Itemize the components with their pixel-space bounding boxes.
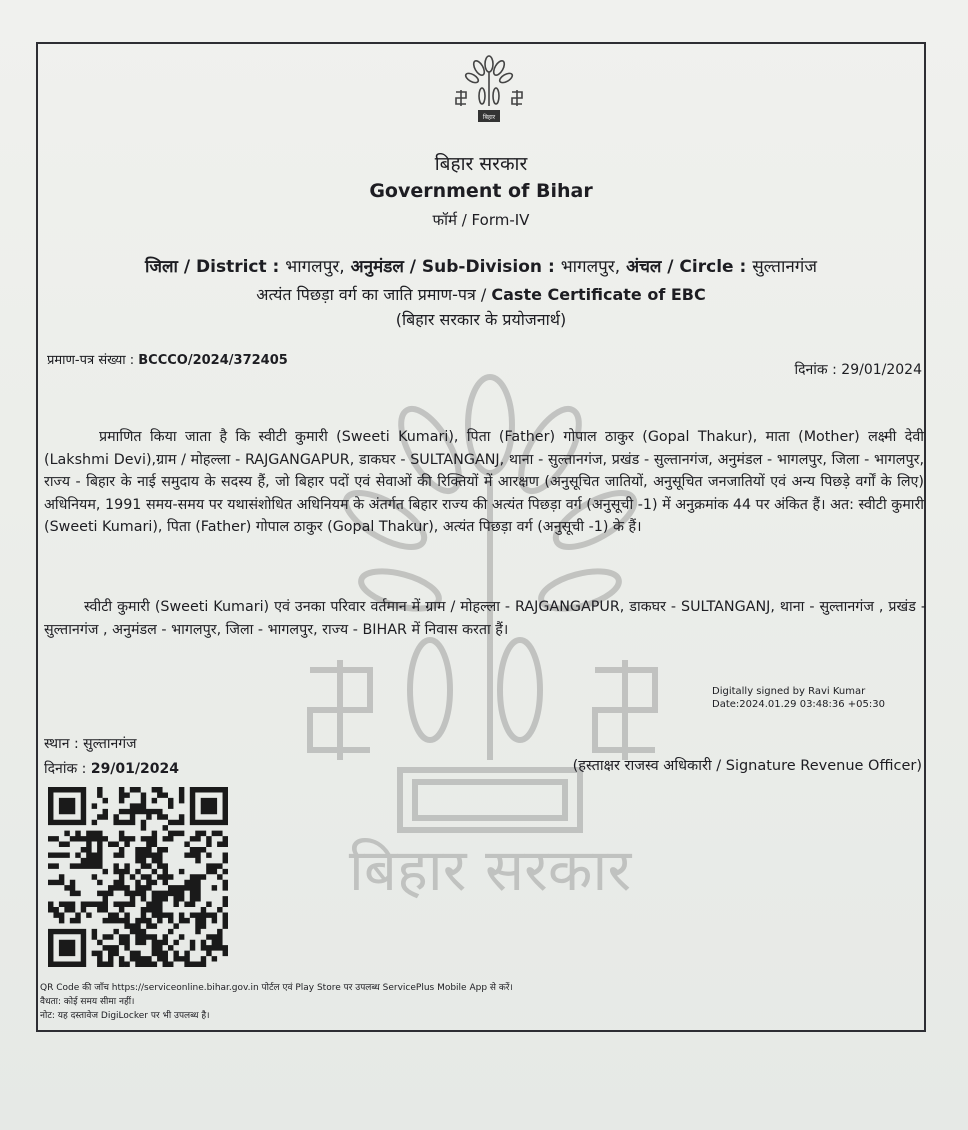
place <box>44 734 137 753</box>
subdivision-value: भागलपुर, <box>560 257 621 277</box>
validity-note: वैधता: कोई समय सीमा नहीं। <box>40 997 135 1007</box>
paragraph-1-text: प्रमाणित किया जाता है कि स्वीटी कुमारी (Sweeti Kumari), पिता (Father) गोपाल ठाकुर (Gopal Thakur), माता (Mother) लक्ष्मी देवी (Lakshmi Devi),ग्राम / मोहल्ला - RAJGANGAPUR, डाकघर - SULTANGANJ, थाना - सुल्तानगंज, प्रखंड - सुल्तानगंज, अनुमंडल - भागलपुर, जिला - भागलपुर, राज्य - बिहार के नाई समुदाय के सदस्य हैं, जो बिहार पदों एवं सेवाओं की रिक्तियों में आरक्षण (अनुसूचित जातियों, अनुसूचित जनजातियों एवं अन्य पिछड़े वर्गों के लिए) अधिनियम, 1991 समय-समय पर यथासंशोधित अधिनियम के अंतर्गत बिहार राज्य की अत्यंत पिछड़ा वर्ग (अनुसूची -1) में अनुक्रमांक 44 पर अंकित हैं। अत: स्वीटी कुमारी (Sweeti Kumari), पिता (Father) गोपाल ठाकुर (Gopal Thakur), अत्यंत पिछड़ा वर्ग (अनुसूची -1) के हैं। <box>44 429 924 535</box>
place-value: सुल्तानगंज <box>83 736 137 752</box>
subdivision-label: अनुमंडल / Sub-Division : <box>344 257 561 277</box>
place-date <box>44 759 179 778</box>
govt-title-english: Government of Bihar <box>369 180 593 202</box>
bihar-emblem-icon <box>452 52 526 130</box>
govt-title-hindi: बिहार सरकार <box>434 153 528 175</box>
place-label: स्थान : <box>44 736 84 752</box>
district-value: भागलपुर, <box>285 257 345 277</box>
qr-code-icon[interactable] <box>48 787 228 967</box>
issue-date-value: 29/01/2024 <box>841 362 922 378</box>
circle-label: अंचल / Circle : <box>620 257 753 277</box>
form-number: फॉर्म / Form-IV <box>432 211 530 229</box>
certificate-body-paragraph-2 <box>44 596 926 641</box>
certificate-title <box>36 283 926 305</box>
certificate-number <box>47 350 288 368</box>
digital-signature-signer: Digitally signed by Ravi Kumar <box>712 686 866 697</box>
signature-label: (हस्ताक्षर राजस्व अधिकारी / Signature Revenue Officer) <box>572 758 922 774</box>
qr-verification-note: QR Code की जाँच https://serviceonline.bihar.gov.in पोर्टल एवं Play Store पर उपलब्ध ServicePlus Mobile App से करें। <box>40 983 513 993</box>
emblem-label: बिहार <box>482 114 496 121</box>
place-date-label: दिनांक : <box>44 761 91 777</box>
issue-date <box>794 360 922 379</box>
place-date-value: 29/01/2024 <box>90 761 179 777</box>
digital-signature <box>712 685 885 711</box>
digital-signature-date: Date:2024.01.29 03:48:36 +05:30 <box>712 699 885 710</box>
certificate-title-english: Caste Certificate of EBC <box>491 285 706 304</box>
certificate-number-label: प्रमाण-पत्र संख्या : <box>47 353 139 368</box>
district-label: जिला / District : <box>145 257 286 277</box>
watermark-text: बिहार सरकार <box>348 836 632 904</box>
paragraph-2-text: स्वीटी कुमारी (Sweeti Kumari) एवं उनका परिवार वर्तमान में ग्राम / मोहल्ला - RAJGANGAPUR, डाकघर - SULTANGANJ, थाना - सुल्तानगंज , प्रखंड - सुल्तानगंज , अनुमंडल - भागलपुर, जिला - भागलपुर, राज्य - BIHAR में निवास करता हैं। <box>44 599 926 638</box>
circle-value: सुल्तानगंज <box>752 257 817 277</box>
certificate-title-hindi: अत्यंत पिछड़ा वर्ग का जाति प्रमाण-पत्र / <box>256 285 492 304</box>
certificate-purpose: (बिहार सरकार के प्रयोजनार्थ) <box>395 310 567 329</box>
location-line <box>36 254 926 277</box>
certificate-number-value: BCCCO/2024/372405 <box>138 353 288 368</box>
qr-code-modules <box>48 787 228 967</box>
certificate-body-paragraph-1 <box>44 426 924 539</box>
issue-date-label: दिनांक : <box>794 362 842 378</box>
digilocker-note: नोट: यह दस्तावेज DigiLocker पर भी उपलब्ध है। <box>40 1011 210 1021</box>
